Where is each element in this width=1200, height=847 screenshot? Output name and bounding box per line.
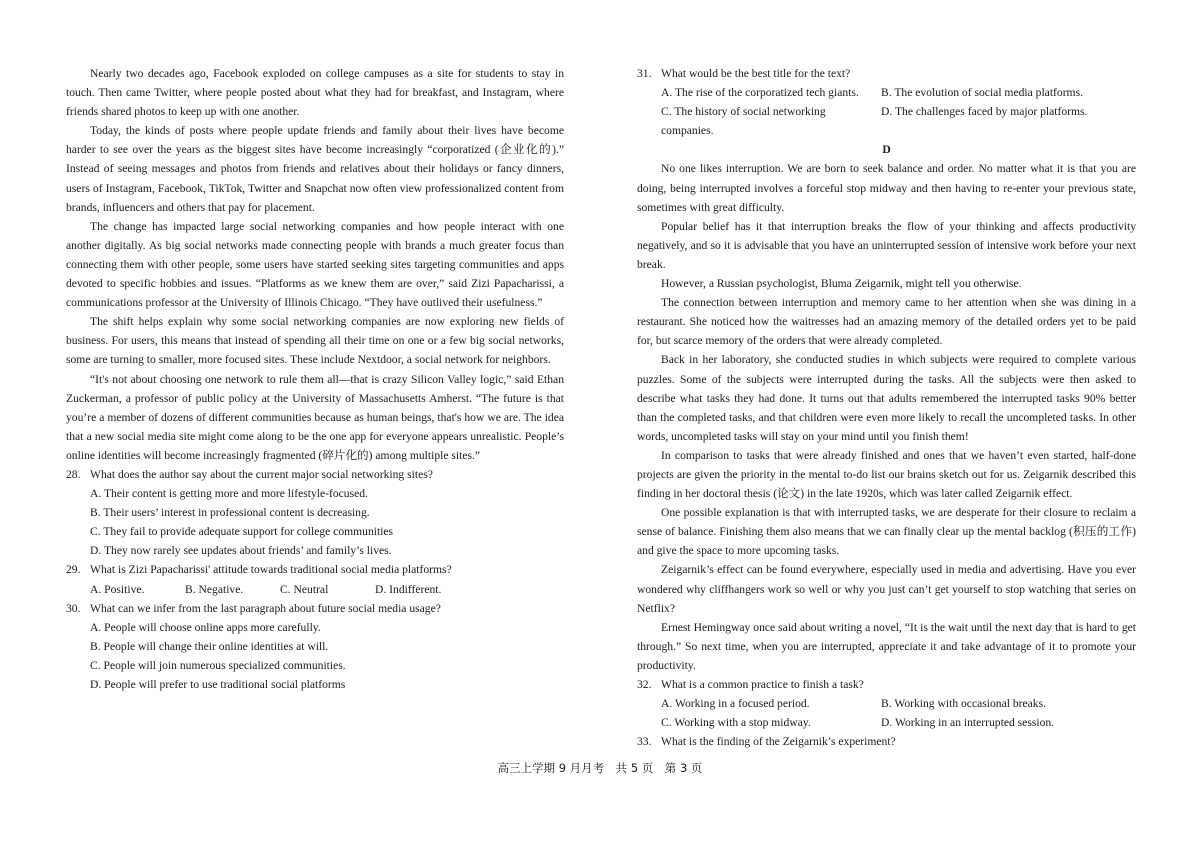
passage-paragraph: One possible explanation is that with interrupted tasks, we are desperate for their closure to reclaim a sense of balance. Finishing them also means that we can finally clear up the mental backlog (积压的工作) and give the space to more upcoming tasks. xyxy=(637,506,1136,558)
question-number: 30. xyxy=(66,601,81,615)
page-footer: 高三上学期 9 月月考 共 5 页 第 3 页 xyxy=(497,761,703,775)
option-d: D. They now rarely see updates about friends’ and family’s lives. xyxy=(90,544,392,558)
question-number: 29. xyxy=(66,563,81,577)
option-d: D. Indifferent. xyxy=(375,582,442,596)
passage-paragraph: The connection between interruption and memory came to her attention when she was dining in a restaurant. She noticed how the waitresses had an amazing memory of the detailed orders yet to be paid for, but scarce memory of the orders that were already completed. xyxy=(637,296,1136,348)
passage-paragraph: Ernest Hemingway once said about writing a novel, “It is the wait until the next day that is hard to get through.” So next time, when you are interrupted, appreciate it and take advantage of it to promote your productivity. xyxy=(637,620,1136,672)
question-text: What does the author say about the current major social networking sites? xyxy=(90,467,433,481)
question-28 xyxy=(66,465,564,484)
options-row xyxy=(637,83,1136,102)
passage-paragraph: Popular belief has it that interruption breaks the flow of your thinking and affects productivity negatively, and so it is advisable that you have an uninterrupted session of intensive work before your next break. xyxy=(637,219,1136,271)
section-heading: D xyxy=(882,143,891,157)
options-row xyxy=(637,713,1136,732)
option-d: D. Working in an interrupted session. xyxy=(881,716,1055,730)
passage-paragraph: Back in her laboratory, she conducted studies in which subjects were required to complete various puzzles. Some of the subjects were interrupted during the tasks. All the subjects were then asked to describe what tasks they had done. It turns out that adults remembered the interrupted tasks 90% better than the completed tasks, and that children were even more likely to recall the uncompleted tasks. In other words, uncompleted tasks will stay on your mind until you finish them! xyxy=(637,353,1136,443)
right-column xyxy=(637,64,1136,751)
question-number: 32. xyxy=(637,678,652,691)
passage-paragraph: The change has impacted large social networking companies and how people interact with one another digitally. As big social networks made connecting people with brands a much greater focus than connecting them with other people, some users have started seeking sites targeting communities and apps devoted to specific hobbies and issues. “Platforms as we knew them are over,” said Zizi Papacharissi, a communications professor at the University of Illinois Chicago. “They have outlived their usefulness.” xyxy=(66,219,564,310)
question-number: 28. xyxy=(66,467,81,481)
option-d: D. People will prefer to use traditional social platforms xyxy=(90,678,346,691)
question-text: What is the finding of the Zeigarnik’s experiment? xyxy=(661,735,896,749)
passage-paragraph: Nearly two decades ago, Facebook exploded on college campuses as a site for students to stay in touch. Then came Twitter, where people posted about what they had for breakfast, and Instagram, where friends shared photos to keep up with one another. xyxy=(66,67,564,119)
option-c: C. They fail to provide adequate support for college communities xyxy=(90,525,394,539)
question-text: What is a common practice to finish a task? xyxy=(661,678,864,691)
question-number: 31. xyxy=(637,67,652,80)
question-29 xyxy=(66,560,564,579)
question-text: What would be the best title for the text? xyxy=(661,67,851,80)
option-c: C. The history of social networking companies. xyxy=(661,105,826,138)
passage-paragraph: In comparison to tasks that were already finished and ones that we haven’t even started, half-done projects are given the priority in the mental to-do list our brains sketch out for us. Zeigarnik described this finding in her doctoral thesis (论文) in the late 1920s, which was later called Zeigarnik effect. xyxy=(637,448,1136,501)
option-a: A. Positive. xyxy=(90,582,145,596)
options-row xyxy=(637,102,1136,140)
question-32 xyxy=(637,675,1136,694)
option-b: B. Their users’ interest in professional content is decreasing. xyxy=(90,506,370,520)
question-number: 33. xyxy=(637,735,652,749)
option-a: A. Their content is getting more and more lifestyle-focused. xyxy=(90,487,368,501)
option-c: C. Neutral xyxy=(280,582,329,596)
passage-paragraph: Zeigarnik’s effect can be found everywhere, especially used in media and advertising. Have you ever wondered why cliffhangers work so well or why you just can’t get yourself to stop watching that series on Netflix? xyxy=(637,563,1136,615)
left-column xyxy=(66,64,564,694)
options-row xyxy=(637,694,1136,713)
passage-paragraph: Today, the kinds of posts where people update friends and family about their lives have become harder to see over the years as the biggest sites have become increasingly “corporatized (企业化的).” Instead of seeing messages and photos from friends and relatives about their holidays or fancy dinners, users of Instagram, Facebook, TikTok, Twitter and Snapchat now often view professionalized content from brands, influencers and others that pay for placement. xyxy=(66,124,564,214)
passage-paragraph: “It's not about choosing one network to rule them all—that is crazy Silicon Valley logic,” said Ethan Zuckerman, a professor of public policy at the University of Massachusetts Amherst. “The future is that you’re a member of dozens of different communities because as human beings, that's how we are. The idea that a new social media site might come along to be the one app for everyone appears unrealistic. People’s online identities will become increasingly fragmented (碎片化的) among multiple sites.” xyxy=(66,372,564,462)
option-c: C. People will join numerous specialized communities. xyxy=(90,658,346,672)
question-text: What can we infer from the last paragraph about future social media usage? xyxy=(90,601,441,615)
option-a: A. Working in a focused period. xyxy=(661,697,810,711)
question-text: What is Zizi Papacharissi' attitude towards traditional social media platforms? xyxy=(90,563,452,577)
passage-paragraph: However, a Russian psychologist, Bluma Zeigarnik, might tell you otherwise. xyxy=(661,277,1022,291)
option-b: B. Negative. xyxy=(185,582,244,596)
passage-paragraph: The shift helps explain why some social networking companies are now exploring new fields of business. For users, this means that instead of spending all their time on one or a few big social networks, some are turning to smaller, more focused sites. These include Nextdoor, a social network for neighbors. xyxy=(66,315,564,367)
question-31 xyxy=(637,64,1136,83)
question-33 xyxy=(637,732,1136,751)
option-b: B. The evolution of social media platforms. xyxy=(881,86,1083,100)
passage-paragraph: No one likes interruption. We are born to seek balance and order. No matter what it is that you are doing, being interrupted involves a forceful stop midway and then having to re-enter your previous state, sometimes with great difficulty. xyxy=(637,162,1136,214)
option-d: D. The challenges faced by major platforms. xyxy=(881,105,1088,119)
option-b: B. Working with occasional breaks. xyxy=(881,697,1046,711)
option-a: A. The rise of the corporatized tech giants. xyxy=(661,86,859,100)
option-a: A. People will choose online apps more carefully. xyxy=(90,620,321,634)
option-b: B. People will change their online identities at will. xyxy=(90,639,329,653)
option-c: C. Working with a stop midway. xyxy=(661,716,811,730)
options-row xyxy=(66,580,564,599)
question-30 xyxy=(66,599,564,618)
